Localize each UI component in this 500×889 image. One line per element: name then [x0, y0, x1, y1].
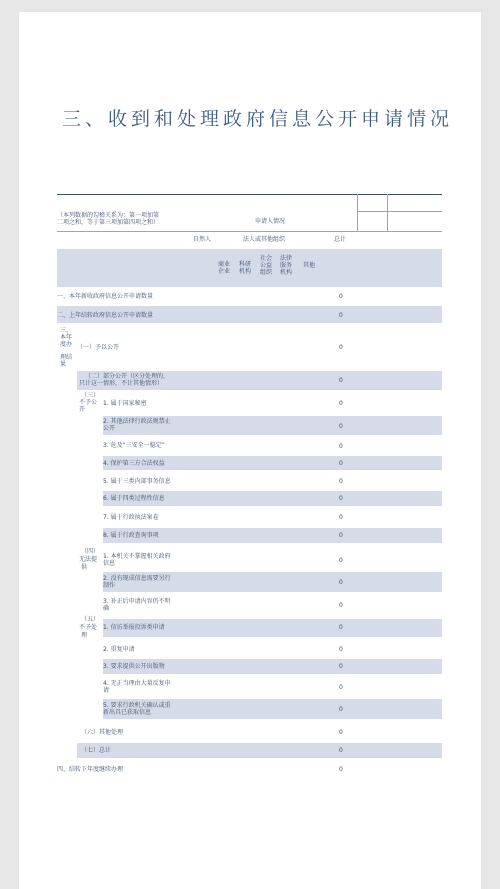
table-row: [57, 475, 442, 487]
section3-head-4: 理结: [60, 354, 73, 361]
legal-person-header: 法人或其他组织: [243, 236, 286, 243]
table-top-border: [57, 194, 442, 195]
commercial-header-2: 企业: [218, 268, 231, 275]
section3-4-head-3: 供: [81, 564, 88, 571]
row-label: 4. 保护第三方合法权益: [103, 460, 165, 467]
table-row: [103, 699, 442, 719]
row-value: 0: [339, 443, 343, 450]
table-row: [103, 528, 442, 543]
section3-3-head-3: 开: [79, 406, 86, 413]
row-label: 5. 属于三类内部事务信息: [103, 478, 171, 485]
legal-service-header-2: 服务: [280, 262, 293, 269]
row-value: 0: [339, 532, 343, 539]
row-label: 2. 重复申请: [103, 646, 135, 653]
social-header-1: 社会: [260, 255, 273, 262]
table-row: [103, 619, 442, 637]
section3-4-head-2: 无法提: [79, 556, 98, 563]
row-label-line2: 公开: [103, 425, 116, 432]
row-label: 1. 信访举报投诉类申请: [103, 624, 165, 631]
row-label: 二、上年结转政府信息公开申请数量: [57, 312, 154, 319]
row-value: 0: [339, 706, 343, 713]
table-row: [57, 511, 442, 523]
row-label: 1. 属于国家秘密: [103, 400, 147, 407]
table-row: [103, 659, 442, 674]
header-note-line1: （本列数据的勾稽关系为：第一项加第: [57, 212, 160, 219]
row-label-line2: 确: [103, 605, 110, 612]
row-label-line1: 5. 要求行政机关确认或重: [103, 702, 171, 709]
row-label: 一、本年新收政府信息公开申请数量: [57, 293, 154, 300]
section3-head-3: 度办: [60, 341, 73, 348]
total-header: 总计: [334, 236, 347, 243]
row-value: 0: [339, 423, 343, 430]
row-label-line2: 制作: [103, 582, 116, 589]
table-row: [103, 572, 442, 592]
row-value: 0: [339, 400, 343, 407]
section3-3-head-1: （三）: [81, 392, 100, 399]
row-label-line2: 新出具已获取信息: [103, 709, 152, 716]
row-label-line1: 1. 本机关不掌握相关政府: [103, 553, 171, 560]
row-value: 0: [339, 684, 343, 691]
legal-service-header-3: 机构: [280, 269, 293, 276]
table-row: [77, 371, 442, 390]
row-value: 0: [339, 747, 343, 754]
table-row: [103, 456, 442, 470]
row-value: 0: [339, 602, 343, 609]
row-value: 0: [339, 557, 343, 564]
row-label-line1: 2. 没有现成信息需要另行: [103, 575, 171, 582]
legal-service-header-1: 法律: [280, 255, 293, 262]
row-value: 0: [339, 495, 343, 502]
table-row: [57, 306, 442, 323]
section3-5-head-1: （五）: [81, 616, 100, 623]
section3-4-head-1: （四）: [81, 548, 100, 555]
row-value: 0: [339, 312, 343, 319]
research-header-1: 科研: [239, 261, 252, 268]
row-label: 6. 属于四类过程性信息: [103, 495, 165, 502]
row-label: 3. 要求提供公开出版物: [103, 663, 165, 670]
applicant-situation-header: 申请人情况: [255, 218, 286, 225]
row-label: 8. 属于行政查询事项: [103, 532, 159, 539]
header-note-line2: 二项之和，等于第三项加第四项之和）: [57, 219, 160, 226]
section3-3-head-2: 不予公: [79, 399, 98, 406]
table-row: [57, 398, 442, 408]
row-label-line2: 只计这一情形，不计其他情形）: [79, 380, 164, 387]
row-value: 0: [339, 663, 343, 670]
row-value: 0: [339, 514, 343, 521]
natural-person-header: 自然人: [193, 236, 212, 243]
table-row: [57, 762, 442, 776]
header-category-row: [57, 234, 442, 246]
row-label: （六）其他处理: [81, 729, 124, 736]
row-label-line1: 4. 无正当理由大量反复申: [103, 680, 171, 687]
row-value: 0: [339, 579, 343, 586]
table-row: [57, 440, 442, 452]
table-row: [57, 289, 442, 303]
row-label: 四、结转下年度继续办理: [57, 766, 124, 773]
table-row: [103, 416, 442, 435]
section3-head-1: 三、: [60, 327, 73, 334]
table-row: [57, 677, 442, 695]
social-header-2: 公益: [260, 262, 273, 269]
row-label-line2: 信息: [103, 560, 116, 567]
research-header-2: 机构: [239, 268, 252, 275]
row-label-line1: 3. 补正后申请内容仍不明: [103, 598, 171, 605]
section3-head-2: 本年: [60, 334, 73, 341]
row-value: 0: [339, 460, 343, 467]
row-label: 7. 属于行政执法案卷: [103, 514, 159, 521]
row-label: 3. 危及“三安全一稳定”: [103, 442, 165, 449]
grid-line: [57, 231, 442, 232]
table-row: [77, 743, 442, 758]
row-value: 0: [339, 344, 343, 351]
commercial-header-1: 商业: [218, 261, 231, 268]
row-value: 0: [339, 729, 343, 736]
table-row: [57, 725, 442, 739]
row-label-line1: （二）部分公开（区分处理的，: [85, 373, 170, 380]
header-subcategory-row: [57, 249, 442, 287]
row-value: 0: [339, 377, 343, 384]
row-label-line1: 2. 其他法律行政法规禁止: [103, 418, 171, 425]
section3-5-head-3: 理: [81, 632, 88, 639]
social-header-3: 组织: [260, 269, 273, 276]
section3-head-5: 果: [60, 361, 67, 368]
header-note-row: [57, 210, 442, 230]
table-row: [57, 551, 442, 567]
row-label-line2: 请: [103, 687, 110, 694]
table-row: [57, 596, 442, 612]
row-value: 0: [339, 624, 343, 631]
row-value: 0: [339, 766, 343, 773]
row-value: 0: [339, 478, 343, 485]
other-header: 其他: [303, 262, 316, 269]
row-value: 0: [339, 646, 343, 653]
table-row: [103, 491, 442, 506]
section3-5-head-2: 不予处: [79, 624, 98, 631]
row-label: （一）予以公开: [77, 344, 120, 351]
page-title: 三、收到和处理政府信息公开申请情况: [62, 108, 454, 130]
row-value: 0: [339, 293, 343, 300]
row-label: （七）总计: [81, 747, 112, 754]
table-row: [57, 643, 442, 655]
table-row: [57, 342, 442, 354]
